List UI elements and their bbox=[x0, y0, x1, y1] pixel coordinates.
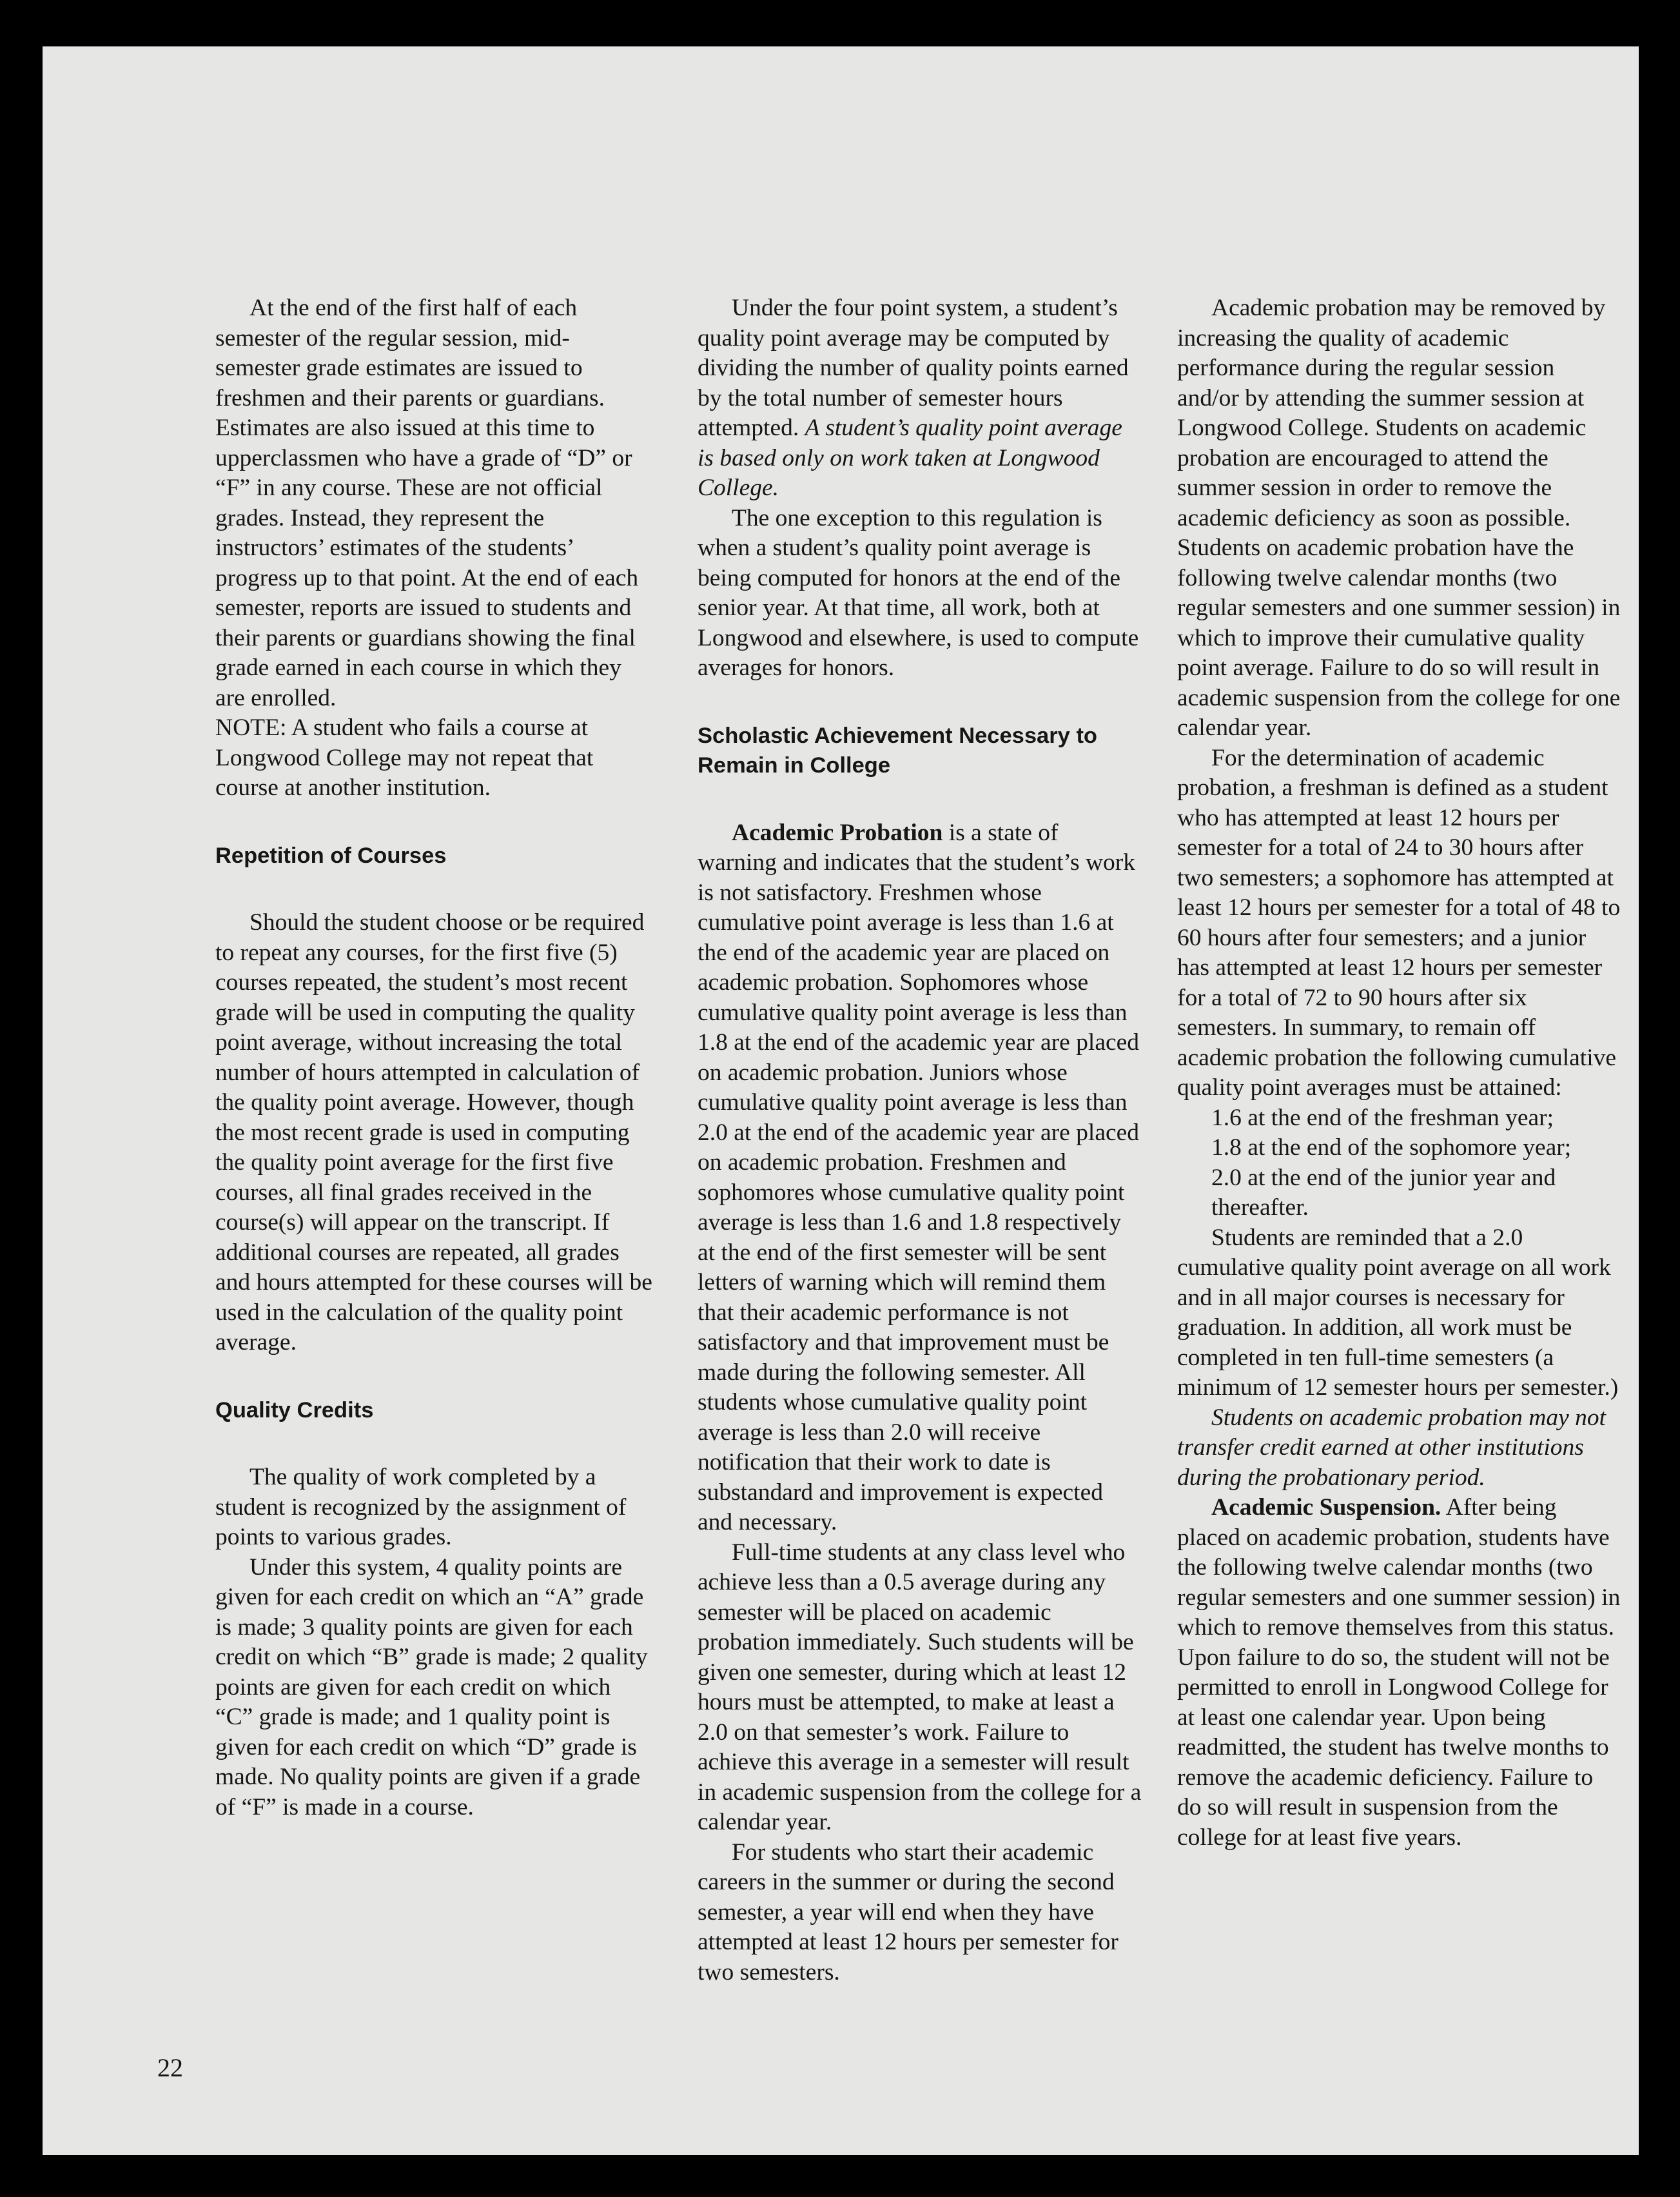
reminded-paragraph: Students are reminded that a 2.0 cumulative quality point average on all work and in all major courses is necessary for graduation. In addition, all work must be completed in ten full-time semesters (a minimum of 12 semester hours per semester.) bbox=[1177, 1224, 1619, 1401]
quality-paragraph-2: Under this system, 4 quality points are given for each credit on which an “A” grade is made; 3 quality points are given for each credit on which “B” grade is made; 2 quality points are given for each credit on which “C” grade is made; and 1 quality point is given for each credit on which “D” grade is made. No quality points are given if a grade of “F” is made in a course. bbox=[215, 1553, 648, 1820]
four-point-text: Under the four point system, a student’s quality point average may be computed by dividing the number of quality points earned by the total number of semester hours attempted. bbox=[698, 295, 1129, 441]
quality-paragraph-1: The quality of work completed by a student is recognized by the assignment of points to various grades. bbox=[215, 1464, 627, 1550]
average-item-junior: 2.0 at the end of the junior year and thereafter. bbox=[1211, 1164, 1556, 1221]
repetition-heading-block bbox=[215, 841, 654, 871]
determination-paragraph: For the determination of academic probation, a freshman is defined as a student who has attempted at least 12 hours per semester for a total of 24 to 30 hours after two semesters; a sophomore has attempted at least 12 hours per semester for a total of 48 to 60 hours after four semesters; and a junior has attempted at least 12 hours per semester for a total of 72 to 90 hours after six semesters. In summary, to remain off academic probation the following cumulative quality point averages must be attained: bbox=[1177, 744, 1621, 1101]
average-item-freshman: 1.6 at the end of the freshman year; bbox=[1211, 1104, 1554, 1131]
probation-text: is a state of warning and indicates that the student’s work is not satisfactory. Freshmen whose cumulative point average is less than 1.6 at the end of the academic year are placed on academic probation. Sophomores whose cumulative quality point average is less than 1.8 at the end of the academic year are placed on academic probation. Juniors whose cumulative quality point average is less than 2.0 at the end of the academic year are placed on academic probation. Freshmen and sophomores whose cumulative quality point average is less than 1.6 and 1.8 respectively at the end of the first semester will be sent letters of warning which will remind them that their academic performance is not satisfactory and that improvement must be made during the following semester. All students whose cumulative quality point average is less than 2.0 will receive notification that their work to date is substandard and improvement is expected and necessary. bbox=[698, 819, 1140, 1535]
page-number: 22 bbox=[157, 2053, 183, 2082]
intro-paragraph: At the end of the first half of each semester of the regular session, mid-semester grade estimates are issued to freshmen and their parents or guardians. Estimates are also issued at this time to upperclassmen who have a grade of “D” or “F” in any course. These are not official grades. Instead, they represent the instructors’ estimates of the students’ progress up to that point. At the end of each semester, reports are issued to students and their parents or guardians showing the final grade earned in each course in which they are enrolled. bbox=[215, 295, 639, 711]
suspension-text: After being placed on academic probation, students have the following twelve calendar months (two regular semesters and one summer session) in which to remove themselves from this status. Upon failure to do so, the student will not be permitted to enroll in Longwood College for at least one calendar year. Upon being readmitted, the student has twelve months to remove the academic deficiency. Failure to do so will result in suspension from the college for at least five years. bbox=[1177, 1494, 1621, 1851]
heading-repetition-of-courses: Repetition of Courses bbox=[215, 843, 447, 868]
right-column bbox=[1177, 293, 1622, 1853]
summer-start-paragraph: For students who start their academic careers in the summer or during the second semester, a year will end when they have attempted at least 12 hours per semester for two semesters. bbox=[698, 1838, 1118, 1985]
page-sheet bbox=[43, 46, 1639, 2155]
probation-paragraph bbox=[698, 818, 1142, 1538]
transfer-italic-paragraph: Students on academic probation may not transfer credit earned at other institutions during the probationary period. bbox=[1177, 1404, 1607, 1491]
averages-list bbox=[1177, 1103, 1622, 1223]
four-point-italic-text: A student’s quality point average is based only on work taken at Longwood College. bbox=[698, 415, 1122, 501]
middle-column bbox=[698, 293, 1142, 1987]
fulltime-paragraph: Full-time students at any class level who achieve less than a 0.5 average during any semester will be placed on academic probation immediately. Such students will be given one semester, during which at least 12 hours must be attempted, to make at least a 2.0 on that semester’s work. Failure to achieve this average in a semester will result in academic suspension from the college for a calendar year. bbox=[698, 1539, 1142, 1835]
left-column bbox=[215, 293, 654, 1822]
four-point-paragraph bbox=[698, 293, 1142, 504]
heading-quality-credits: Quality Credits bbox=[215, 1397, 374, 1423]
quality-heading-block bbox=[215, 1395, 654, 1426]
suspension-lead-term: Academic Suspension. bbox=[1211, 1494, 1441, 1521]
exception-paragraph: The one exception to this regulation is when a student’s quality point average is being computed for honors at the end of the senior year. At that time, all work, both at Longwood and elsewhere, is used to compute averages for honors. bbox=[698, 504, 1139, 681]
suspension-paragraph bbox=[1177, 1493, 1622, 1853]
average-item-sophomore: 1.8 at the end of the sophomore year; bbox=[1211, 1134, 1572, 1161]
probation-removed-paragraph: Academic probation may be removed by increasing the quality of academic performance during the regular session and/or by attending the summer session at Longwood College. Students on academic probation are encouraged to attend the summer session in order to remove the academic deficiency as soon as possible. Students on academic probation have the following twelve calendar months (two regular semesters and one summer session) in which to improve their cumulative quality point average. Failure to do so will result in academic suspension from the college for one calendar year. bbox=[1177, 295, 1621, 741]
scholastic-heading-block bbox=[698, 721, 1142, 781]
note-paragraph: NOTE: A student who fails a course at Longwood College may not repeat that course at another institution. bbox=[215, 714, 594, 801]
repetition-paragraph: Should the student choose or be required to repeat any courses, for the first five (5) courses repeated, the student’s most recent grade will be used in computing the quality point average, without increasing the total number of hours attempted in calculation of the quality point average. However, though the most recent grade is used in computing the quality point average for the first five courses, all final grades received in the course(s) will appear on the transcript. If additional courses are repeated, all grades and hours attempted for these courses will be used in the calculation of the quality point average. bbox=[215, 909, 652, 1355]
heading-scholastic-achievement: Scholastic Achievement Necessary to Remain in College bbox=[698, 723, 1098, 778]
probation-lead-term: Academic Probation bbox=[732, 819, 943, 846]
